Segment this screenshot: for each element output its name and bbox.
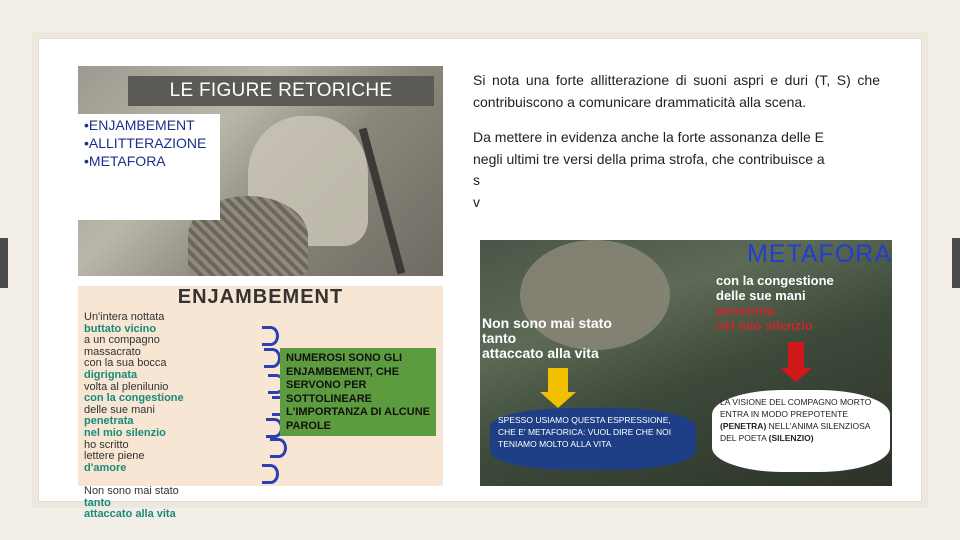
list-item: •METAFORA [84,153,166,169]
paragraph-2-line: s [473,172,480,188]
poem-line: Un'intera nottata [84,311,165,323]
metafora-white-box [712,390,890,472]
caption-line: delle sue mani [716,288,806,303]
poem-line: penetrata [84,415,134,428]
paragraph-2-line: Da mettere in evidenza anche la forte assonanza delle E [473,129,824,145]
paragraph-2-line: v [473,193,480,210]
paragraph-1: Si nota una forte allitterazione di suoni aspri e duri (T, S) che contribuiscono a comunicare drammaticità alla scena. [473,72,880,110]
metafora-image [480,240,892,486]
enjambement-title: ENJAMBEMENT [177,286,344,308]
paragraph-2-line: negli ultimi tre versi della prima strofa, che contribuisce a [473,150,825,167]
list-item: •ALLITTERAZIONE [84,135,207,151]
metafora-blue-box: SPESSO USIAMO QUESTA ESPRESSIONE, CHE E' METAFORICA: VUOL DIRE CHE NOI TENIAMO MOLTO ALLA VITA [490,408,696,470]
box-text: LA VISIONE DEL COMPAGNO MORTO ENTRA IN MODO PREPOTENTE [720,397,872,419]
poem-line: d'amore [84,461,127,474]
right-edge-bar [952,238,960,288]
poem-line: massacrato [84,345,141,358]
poem-line: lettere piene [84,450,145,463]
poem-line: Non sono mai stato [84,484,179,497]
poem-line: con la sua bocca [84,357,167,370]
red-arrow-icon [788,342,804,368]
caption-line: nel mio silenzio [716,318,813,333]
box-text: NELL'ANIMA SILENZIOSA DEL POETA [720,421,870,443]
poem-line: buttato vicino [84,322,157,335]
caption-line: con la congestione [716,273,834,288]
poem-line: attaccato alla vita [84,508,176,521]
box-text-bold: (PENETRA) [720,421,767,431]
figure-retoriche-image [78,66,443,276]
box-text-bold: (SILENZIO) [768,433,814,443]
caption-line: Non sono mai stato [482,315,612,331]
poem-line: delle sue mani [84,403,155,416]
figure-retoriche-title: LE FIGURE RETORICHE [128,76,434,106]
enjambement-image [78,286,443,521]
caption-line: penetrata [716,303,775,318]
figure-retoriche-list [78,114,220,220]
metafora-caption-left [482,316,612,361]
caption-line: attaccato alla vita [482,345,599,361]
poem-line: volta al plenilunio [84,380,169,393]
left-edge-bar [0,238,8,288]
enjambement-note-box: NUMEROSI SONO GLI ENJAMBEMENT, CHE SERVONO PER SOTTOLINEARE L'IMPORTANZA DI ALCUNE PAROLE [280,348,436,436]
slide-body-text [473,70,880,213]
list-item: •ENJAMBEMENT [84,117,195,133]
poem-line: nel mio silenzio [84,426,166,439]
poem-line: con la congestione [84,392,184,405]
poem-text [84,312,274,521]
poem-line: digrignata [84,368,138,381]
caption-line: tanto [482,330,517,346]
yellow-arrow-icon [548,368,568,392]
metafora-title: METAFORA [746,240,892,268]
poem-line: ho scritto [84,438,129,451]
poem-line: tanto [84,496,111,509]
metafora-caption-right [716,273,834,333]
poem-line: a un compagno [84,334,160,347]
